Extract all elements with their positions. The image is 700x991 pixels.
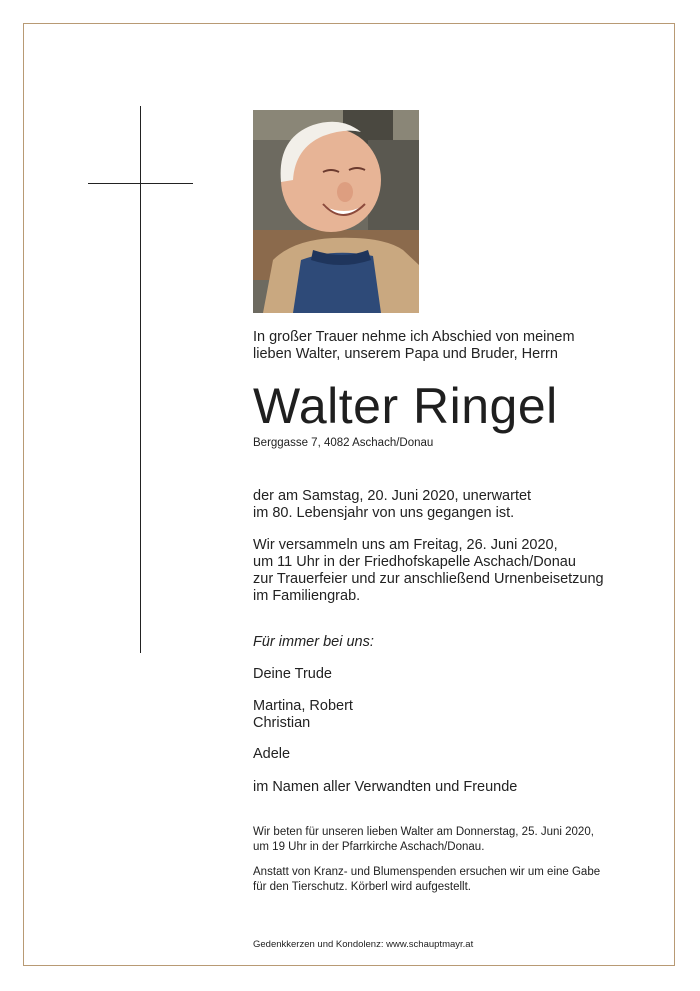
funeral-line: zur Trauerfeier und zur anschließend Urnenbeisetzung: [253, 571, 604, 587]
funeral-line: im Familiengrab.: [253, 588, 361, 604]
mourner-group: Deine Trude: [253, 666, 332, 682]
donation-note-line: Anstatt von Kranz- und Blumenspenden ersuchen wir um eine Gabe: [253, 866, 601, 878]
cross-vertical-bar: [140, 106, 141, 653]
intro-text: [253, 329, 575, 363]
donation-note: [253, 865, 600, 895]
mass-note-line: Wir beten für unseren lieben Walter am Donnerstag, 25. Juni 2020,: [253, 826, 594, 838]
funeral-line: Wir versammeln uns am Freitag, 26. Juni 2020,: [253, 537, 558, 553]
intro-line: In großer Trauer nehme ich Abschied von meinem: [253, 329, 575, 345]
donation-note-line: für den Tierschutz. Körberl wird aufgestellt.: [253, 881, 471, 893]
mourner-group: im Namen aller Verwandten und Freunde: [253, 779, 518, 795]
mass-note-line: um 19 Uhr in der Pfarrkirche Aschach/Donau.: [253, 841, 485, 853]
mourner-group: Adele: [253, 746, 291, 762]
cross-horizontal-bar: [88, 183, 193, 184]
mourner-line: Christian: [253, 715, 311, 731]
mourner-line: Martina, Robert: [253, 698, 353, 714]
deceased-name: Walter Ringel: [253, 378, 558, 434]
portrait-photo: [253, 110, 419, 313]
mourner-group: [253, 698, 353, 732]
death-notice-line: der am Samstag, 20. Juni 2020, unerwartet: [253, 488, 532, 504]
footer-condolence: Gedenkkerzen und Kondolenz: www.schauptmayr.at: [253, 939, 474, 950]
funeral-details: [253, 537, 604, 605]
motto: Für immer bei uns:: [253, 634, 374, 650]
intro-line: lieben Walter, unserem Papa und Bruder, Herrn: [253, 346, 558, 362]
funeral-line: um 11 Uhr in der Friedhofskapelle Aschach/Donau: [253, 554, 576, 570]
deceased-address: Berggasse 7, 4082 Aschach/Donau: [253, 437, 434, 449]
death-notice-line: im 80. Lebensjahr von uns gegangen ist.: [253, 505, 515, 521]
mass-note: [253, 825, 594, 855]
death-notice: [253, 488, 531, 522]
